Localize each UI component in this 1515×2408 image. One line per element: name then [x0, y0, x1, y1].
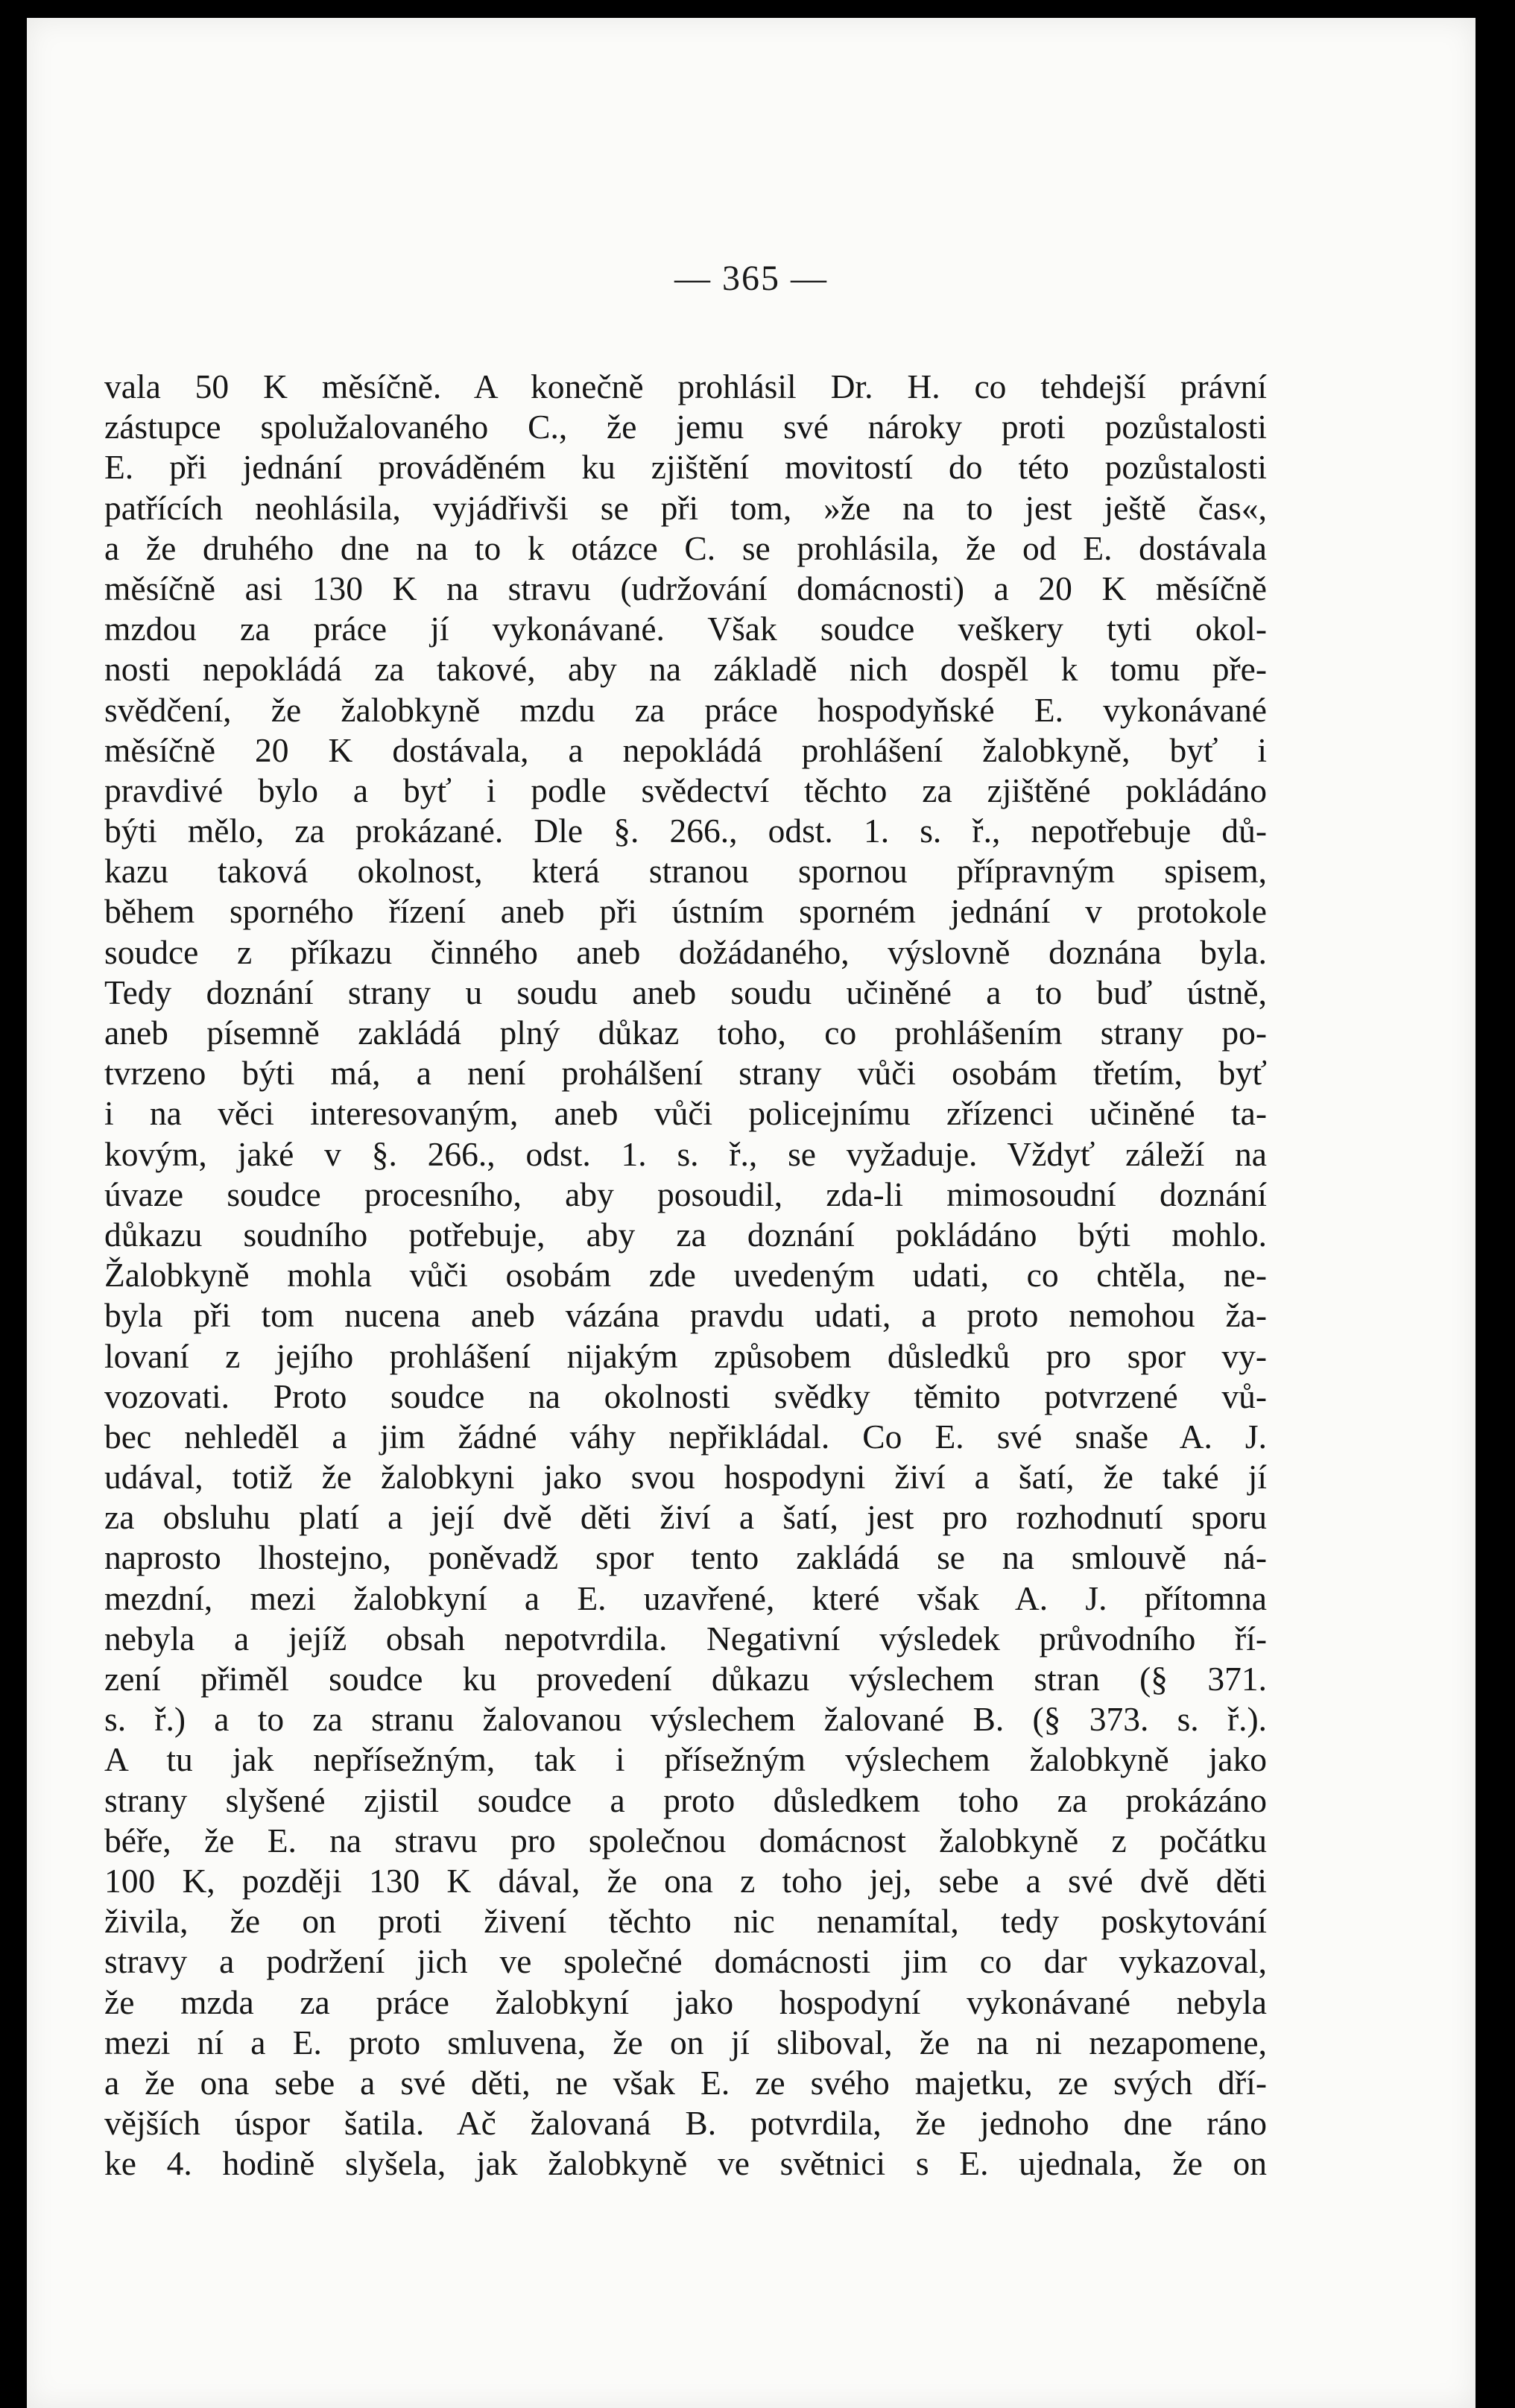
text-line: E. při jednání prováděném ku zjištění movitostí do této pozůstalosti [104, 448, 1267, 487]
book-page [27, 18, 1476, 2408]
text-line: Tedy doznání strany u soudu aneb soudu učiněné a to buď ústně, [104, 973, 1267, 1011]
text-line: s. ř.) a to za stranu žalovanou výslechem žalované B. (§ 373. s. ř.). [104, 1700, 1267, 1739]
text-line: kazu taková okolnost, která stranou spornou přípravným spisem, [104, 852, 1267, 891]
text-line: nebyla a jejíž obsah nepotvrdila. Negativní výsledek průvodního ří- [104, 1619, 1267, 1658]
text-line: mezdní, mezi žalobkyní a E. uzavřené, které však A. J. přítomna [104, 1579, 1267, 1617]
text-line: měsíčně asi 130 K na stravu (udržování domácnosti) a 20 K měsíčně [104, 569, 1267, 607]
body-text [104, 367, 1267, 2184]
text-line: nosti nepokládá za takové, aby na základě nich dospěl k tomu pře- [104, 650, 1267, 689]
text-line: ke 4. hodině slyšela, jak žalobkyně ve světnici s E. ujednala, že on [104, 2144, 1267, 2183]
text-line: za obsluhu platí a její dvě děti živí a šatí, jest pro rozhodnutí sporu [104, 1498, 1267, 1537]
text-line: kovým, jaké v §. 266., odst. 1. s. ř., se vyžaduje. Vždyť záleží na [104, 1134, 1267, 1173]
text-line: i na věci interesovaným, aneb vůči policejnímu zřízenci učiněné ta- [104, 1094, 1267, 1133]
text-line: býti mělo, za prokázané. Dle §. 266., odst. 1. s. ř., nepotřebuje dů- [104, 812, 1267, 850]
text-line: během sporného řízení aneb při ústním sporném jednání v protokole [104, 892, 1267, 931]
text-line: pravdivé bylo a byť i podle svědectví těchto za zjištěné pokládáno [104, 771, 1267, 809]
text-line: živila, že on proti živení těchto nic nenamítal, tedy poskytování [104, 1902, 1267, 1941]
text-line: aneb písemně zakládá plný důkaz toho, co prohlášením strany po- [104, 1014, 1267, 1052]
text-line: důkazu soudního potřebuje, aby za doznání pokládáno býti mohlo. [104, 1215, 1267, 1254]
text-line: zástupce spolužalovaného C., že jemu své nároky proti pozůstalosti [104, 408, 1267, 446]
text-line: a že druhého dne na to k otázce C. se prohlásila, že od E. dostávala [104, 528, 1267, 567]
page-number: — 365 — [674, 259, 828, 298]
text-line: patřících neohlásila, vyjádřivši se při tom, »že na to jest ještě čas«, [104, 488, 1267, 527]
text-line: mzdou za práce jí vykonávané. Však soudce veškery tyti okol- [104, 610, 1267, 648]
text-line: naprosto lhostejno, poněvadž spor tento zakládá se na smlouvě ná- [104, 1538, 1267, 1577]
text-line: soudce z příkazu činného aneb dožádaného, výslovně doznána byla. [104, 932, 1267, 971]
text-line: že mzda za práce žalobkyní jako hospodyní vykonávané nebyla [104, 1982, 1267, 2021]
text-line: lovaní z jejího prohlášení nijakým způsobem důsledků pro spor vy- [104, 1336, 1267, 1375]
text-line: stravy a podržení jich ve společné domácnosti jim co dar vykazoval, [104, 1942, 1267, 1981]
text-line: úvaze soudce procesního, aby posoudil, zda-li mimosoudní doznání [104, 1175, 1267, 1213]
text-line: Žalobkyně mohla vůči osobám zde uvedeným udati, co chtěla, ne- [104, 1256, 1267, 1295]
text-line: 100 K, později 130 K dával, že ona z toho jej, sebe a své dvě děti [104, 1861, 1267, 1900]
text-line: měsíčně 20 K dostávala, a nepokládá prohlášení žalobkyně, byť i [104, 730, 1267, 769]
text-line: vala 50 K měsíčně. A konečně prohlásil Dr. H. co tehdejší právní [104, 367, 1267, 405]
text-line: bec nehleděl a jim žádné váhy nepřikládal. Co E. své snaše A. J. [104, 1417, 1267, 1456]
text-line: udával, totiž že žalobkyni jako svou hospodyni živí a šatí, že také jí [104, 1458, 1267, 1497]
text-line: béře, že E. na stravu pro společnou domácnost žalobkyně z počátku [104, 1821, 1267, 1859]
text-line: A tu jak nepřísežným, tak i přísežným výslechem žalobkyně jako [104, 1740, 1267, 1779]
text-line: mezi ní a E. proto smluvena, že on jí sliboval, že na ni nezapomene, [104, 2023, 1267, 2061]
text-line: a že ona sebe a své děti, ne však E. ze svého majetku, ze svých dří- [104, 2063, 1267, 2102]
text-line: strany slyšené zjistil soudce a proto důsledkem toho za prokázáno [104, 1780, 1267, 1819]
text-line: byla při tom nucena aneb vázána pravdu udati, a proto nemohou ža- [104, 1296, 1267, 1335]
text-line: tvrzeno býti má, a není prohálšení strany vůči osobám třetím, byť [104, 1054, 1267, 1093]
text-line: vozovati. Proto soudce na okolnosti svědky těmito potvrzené vů- [104, 1377, 1267, 1415]
text-line: svědčení, že žalobkyně mzdu za práce hospodyňské E. vykonávané [104, 690, 1267, 729]
text-line: zení přiměl soudce ku provedení důkazu výslechem stran (§ 371. [104, 1660, 1267, 1698]
text-line: vějších úspor šatila. Ač žalovaná B. potvrdila, že jednoho dne ráno [104, 2104, 1267, 2143]
